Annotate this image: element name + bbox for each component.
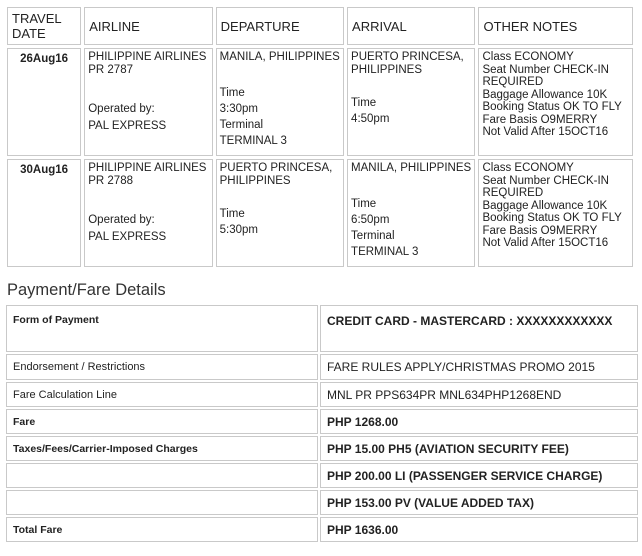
fare-calc-value: MNL PR PPS634PR MNL634PHP1268END [320, 382, 638, 407]
departure-terminal-label: Terminal [219, 119, 264, 131]
other-notes-cell [478, 159, 633, 267]
operator: PAL EXPRESS [88, 120, 167, 132]
operated-by-label: Operated by: [88, 214, 155, 226]
total-fare-label: Total Fare [6, 517, 318, 542]
arrival-time: 6:50pm [351, 214, 390, 226]
arrival-city: PUERTO PRINCESA, PHILIPPINES [351, 51, 464, 76]
departure-time-label: Time [219, 87, 245, 99]
note-fare-basis: Fare Basis O9MERRY [482, 113, 598, 126]
empty-label [6, 490, 318, 515]
note-class: Class ECONOMY [482, 51, 574, 63]
departure-city: MANILA, PHILIPPINES [219, 51, 340, 63]
departure-terminal: TERMINAL 3 [219, 135, 287, 147]
endorsement-label: Endorsement / Restrictions [6, 354, 318, 380]
departure-cell [216, 159, 344, 267]
itinerary-header-row [7, 7, 633, 45]
note-not-valid: Not Valid After 15OCT16 [482, 237, 609, 249]
payment-row-tax2 [6, 463, 638, 488]
header-departure: DEPARTURE [216, 7, 344, 45]
note-seat: Seat Number CHECK-IN REQUIRED [482, 174, 609, 199]
arrival-cell [347, 159, 475, 267]
other-notes-cell [478, 48, 633, 156]
arrival-time-label: Time [351, 198, 377, 210]
note-class: Class ECONOMY [482, 162, 574, 174]
airline-cell [84, 48, 212, 156]
airline-flight: PHILIPPINE AIRLINES PR 2787 [88, 51, 207, 76]
note-booking: Booking Status OK TO FLY [482, 212, 622, 224]
airline-flight: PHILIPPINE AIRLINES PR 2788 [88, 162, 207, 187]
header-airline: AIRLINE [84, 7, 212, 45]
travel-date: 26Aug16 [7, 48, 81, 156]
empty-label [6, 463, 318, 488]
fare-calc-label: Fare Calculation Line [6, 382, 318, 407]
tax-line: PHP 15.00 PH5 (AVIATION SECURITY FEE) [320, 436, 638, 461]
arrival-terminal: TERMINAL 3 [351, 246, 419, 258]
note-not-valid: Not Valid After 15OCT16 [482, 126, 609, 138]
arrival-cell [347, 48, 475, 156]
travel-date: 30Aug16 [7, 159, 81, 267]
form-of-payment-value: CREDIT CARD - MASTERCARD : XXXXXXXXXXXX [320, 305, 638, 352]
payment-row-tax3 [6, 490, 638, 515]
tax-line: PHP 153.00 PV (VALUE ADDED TAX) [320, 490, 638, 515]
departure-city: PUERTO PRINCESA, PHILIPPINES [219, 162, 333, 187]
fare-label: Fare [6, 409, 318, 434]
taxes-label: Taxes/Fees/Carrier-Imposed Charges [6, 436, 318, 461]
note-booking: Booking Status OK TO FLY [482, 101, 622, 113]
payment-row-endorsement [6, 354, 638, 380]
arrival-time-label: Time [351, 97, 377, 109]
note-fare-basis: Fare Basis O9MERRY [482, 224, 598, 237]
note-baggage: Baggage Allowance 10K [482, 88, 608, 101]
header-travel-date: TRAVEL DATE [7, 7, 81, 45]
departure-time-label: Time [219, 208, 245, 220]
header-arrival: ARRIVAL [347, 7, 475, 45]
tax-line: PHP 200.00 LI (PASSENGER SERVICE CHARGE) [320, 463, 638, 488]
flight-row [7, 159, 633, 267]
payment-row-total [6, 517, 638, 542]
endorsement-value: FARE RULES APPLY/CHRISTMAS PROMO 2015 [320, 354, 638, 380]
form-of-payment-label: Form of Payment [6, 305, 318, 352]
payment-section-title: Payment/Fare Details [7, 281, 166, 299]
operated-by-label: Operated by: [88, 103, 155, 115]
flight-row [7, 48, 633, 156]
note-baggage: Baggage Allowance 10K [482, 199, 608, 212]
total-fare-value: PHP 1636.00 [320, 517, 638, 542]
arrival-city: MANILA, PHILIPPINES [351, 162, 472, 174]
header-other-notes: OTHER NOTES [478, 7, 633, 45]
flight-itinerary-table [4, 4, 636, 270]
note-seat: Seat Number CHECK-IN REQUIRED [482, 63, 609, 88]
departure-cell [216, 48, 344, 156]
airline-cell [84, 159, 212, 267]
payment-row-form [6, 305, 638, 352]
payment-row-calc [6, 382, 638, 407]
payment-fare-table [4, 303, 640, 544]
arrival-time: 4:50pm [351, 113, 390, 125]
departure-time: 5:30pm [219, 224, 258, 236]
payment-row-fare [6, 409, 638, 434]
fare-value: PHP 1268.00 [320, 409, 638, 434]
operator: PAL EXPRESS [88, 231, 167, 243]
payment-row-taxes [6, 436, 638, 461]
departure-time: 3:30pm [219, 103, 258, 115]
arrival-terminal-label: Terminal [351, 230, 395, 242]
